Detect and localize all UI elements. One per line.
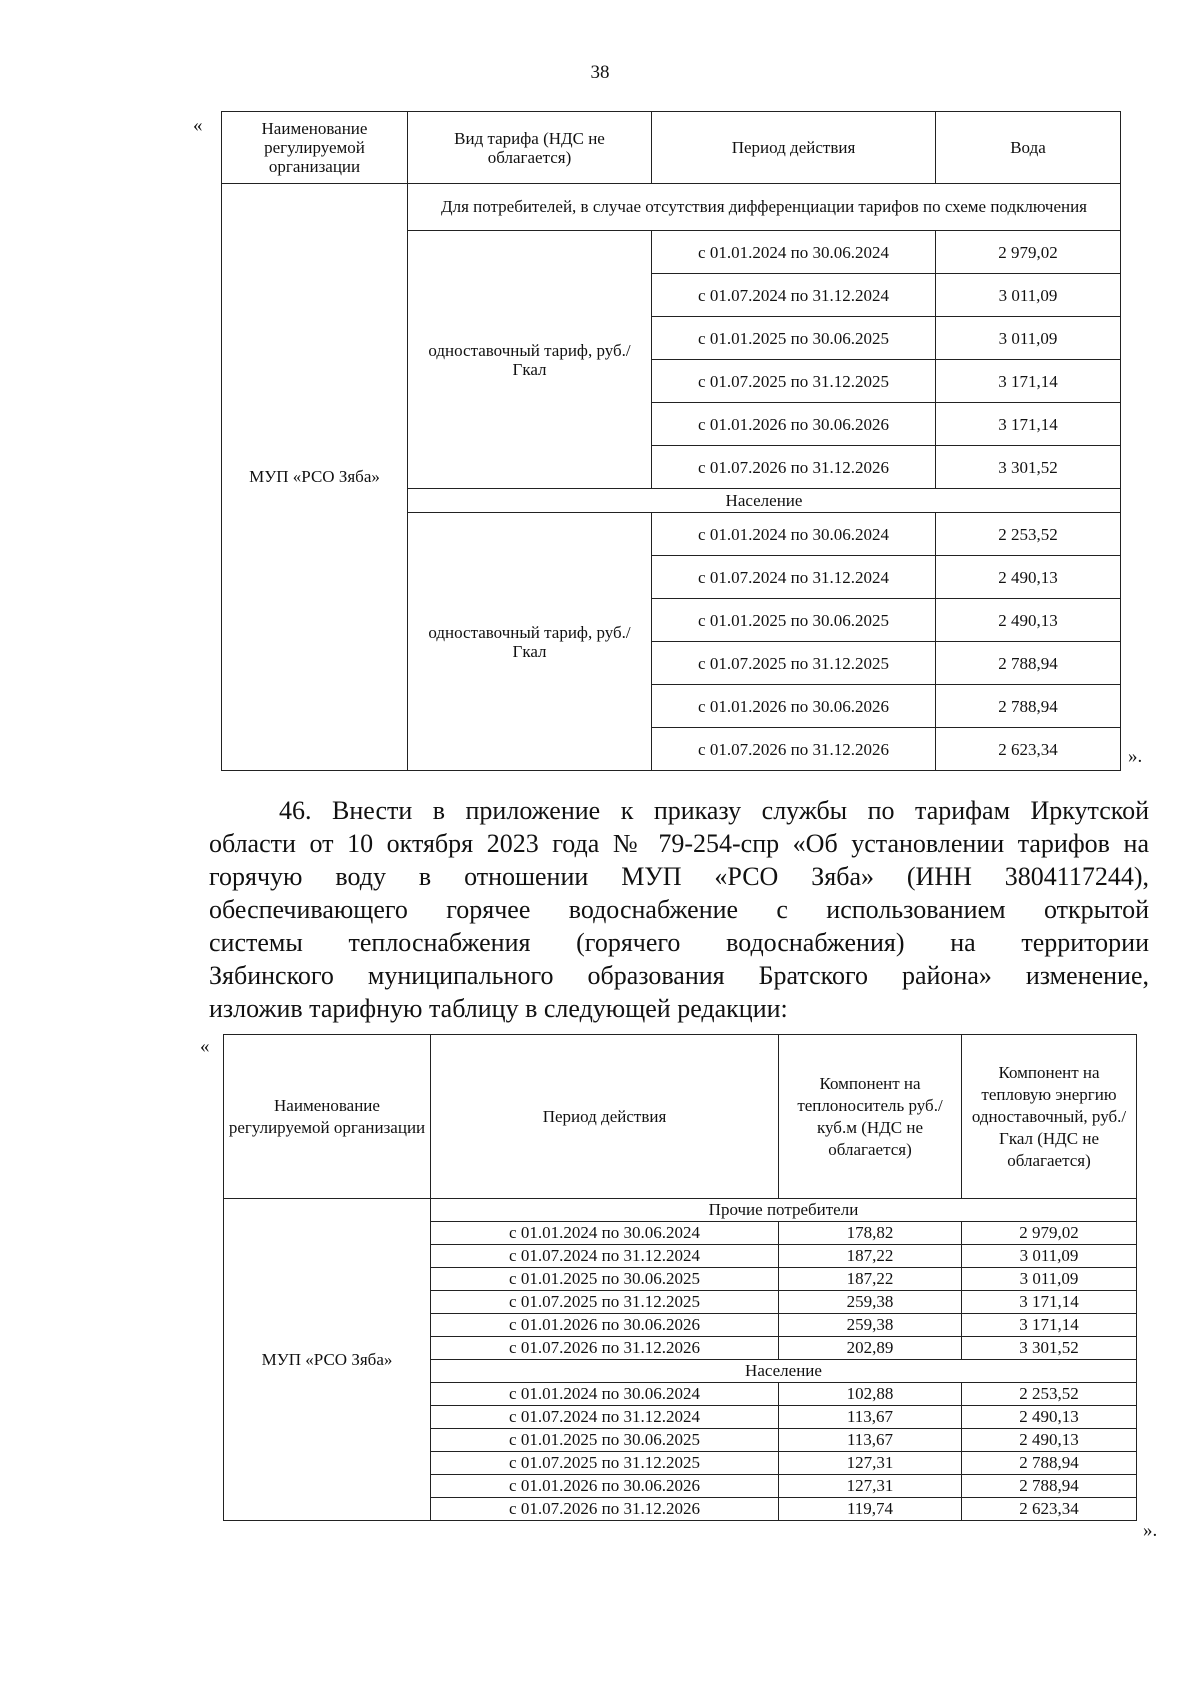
section-title: Население (431, 1360, 1137, 1383)
section-title: Население (408, 489, 1121, 513)
value-cell: 3 011,09 (936, 274, 1121, 317)
paragraph-line: горячую воду в отношении МУП «РСО Зяба» (ИНН 3804117244), (209, 862, 1149, 891)
period-cell: с 01.07.2025 по 31.12.2025 (652, 642, 936, 685)
section-title: Для потребителей, в случае отсутствия дифференциации тарифов по схеме подключения (408, 184, 1121, 231)
opening-quote: « (193, 115, 203, 136)
value-cell: 3 011,09 (936, 317, 1121, 360)
period-cell: с 01.01.2025 по 30.06.2025 (652, 317, 936, 360)
heat-cell: 2 979,02 (962, 1222, 1137, 1245)
period-cell: с 01.01.2026 по 30.06.2026 (652, 403, 936, 446)
period-cell: с 01.07.2024 по 31.12.2024 (652, 274, 936, 317)
period-cell: с 01.07.2025 по 31.12.2025 (652, 360, 936, 403)
heat-cell: 3 171,14 (962, 1314, 1137, 1337)
period-cell: с 01.01.2024 по 30.06.2024 (652, 513, 936, 556)
value-cell: 2 623,34 (936, 728, 1121, 771)
period-cell: с 01.01.2024 по 30.06.2024 (431, 1222, 779, 1245)
coolant-cell: 113,67 (779, 1406, 962, 1429)
period-cell: с 01.07.2024 по 31.12.2024 (652, 556, 936, 599)
value-cell: 3 171,14 (936, 403, 1121, 446)
header-heat-component: Компонент на тепловую энергию одноставочный, руб./Гкал (НДС не облагается) (962, 1035, 1137, 1199)
heat-cell: 3 301,52 (962, 1337, 1137, 1360)
period-cell: с 01.07.2026 по 31.12.2026 (652, 728, 936, 771)
header-period: Период действия (431, 1035, 779, 1199)
paragraph-line: изложив тарифную таблицу в следующей редакции: (209, 994, 788, 1023)
heat-cell: 3 171,14 (962, 1291, 1137, 1314)
header-organization: Наименование регулируемой организации (222, 112, 408, 184)
paragraph-line: Зябинского муниципального образования Братского района» изменение, (209, 961, 1149, 990)
value-cell: 2 788,94 (936, 642, 1121, 685)
tariff-type: одноставочный тариф, руб./Гкал (408, 231, 652, 489)
period-cell: с 01.01.2024 по 30.06.2024 (652, 231, 936, 274)
value-cell: 3 171,14 (936, 360, 1121, 403)
header-organization: Наименование регулируемой организации (224, 1035, 431, 1199)
value-cell: 2 490,13 (936, 599, 1121, 642)
closing-quote: ». (1143, 1520, 1158, 1541)
heat-cell: 2 490,13 (962, 1429, 1137, 1452)
paragraph-line: системы теплоснабжения (горячего водоснабжения) на территории (209, 928, 1149, 957)
period-cell: с 01.01.2026 по 30.06.2026 (431, 1314, 779, 1337)
page-number: 38 (590, 62, 610, 83)
header-coolant-component: Компонент на теплоноситель руб./куб.м (НДС не облагается) (779, 1035, 962, 1199)
value-cell: 2 490,13 (936, 556, 1121, 599)
coolant-cell: 178,82 (779, 1222, 962, 1245)
hot-water-tariff-table (223, 1034, 1137, 1521)
coolant-cell: 187,22 (779, 1268, 962, 1291)
tariff-type: одноставочный тариф, руб./Гкал (408, 513, 652, 771)
period-cell: с 01.01.2025 по 30.06.2025 (652, 599, 936, 642)
section-title: Прочие потребители (431, 1199, 1137, 1222)
header-period: Период действия (652, 112, 936, 184)
period-cell: с 01.01.2026 по 30.06.2026 (652, 685, 936, 728)
value-cell: 2 788,94 (936, 685, 1121, 728)
coolant-cell: 127,31 (779, 1475, 962, 1498)
period-cell: с 01.07.2026 по 31.12.2026 (431, 1498, 779, 1521)
heat-cell: 2 490,13 (962, 1406, 1137, 1429)
coolant-cell: 127,31 (779, 1452, 962, 1475)
coolant-cell: 259,38 (779, 1314, 962, 1337)
period-cell: с 01.07.2025 по 31.12.2025 (431, 1452, 779, 1475)
coolant-cell: 202,89 (779, 1337, 962, 1360)
heat-cell: 3 011,09 (962, 1245, 1137, 1268)
table-header-row (224, 1035, 1137, 1199)
paragraph-line: области от 10 октября 2023 года № 79-254-спр «Об установлении тарифов на (209, 829, 1149, 858)
period-cell: с 01.01.2024 по 30.06.2024 (431, 1383, 779, 1406)
header-water: Вода (936, 112, 1121, 184)
table-header-row (222, 112, 1121, 184)
coolant-cell: 102,88 (779, 1383, 962, 1406)
value-cell: 3 301,52 (936, 446, 1121, 489)
heat-cell: 3 011,09 (962, 1268, 1137, 1291)
heat-cell: 2 788,94 (962, 1452, 1137, 1475)
water-tariff-table (221, 111, 1121, 771)
paragraph-line: обеспечивающего горячее водоснабжение с использованием открытой (209, 895, 1149, 924)
header-tariff-type: Вид тарифа (НДС не облагается) (408, 112, 652, 184)
period-cell: с 01.07.2026 по 31.12.2026 (431, 1337, 779, 1360)
period-cell: с 01.07.2025 по 31.12.2025 (431, 1291, 779, 1314)
coolant-cell: 113,67 (779, 1429, 962, 1452)
coolant-cell: 187,22 (779, 1245, 962, 1268)
heat-cell: 2 788,94 (962, 1475, 1137, 1498)
section-row (224, 1199, 1137, 1222)
amendment-paragraph (209, 794, 1149, 1025)
value-cell: 2 253,52 (936, 513, 1121, 556)
period-cell: с 01.07.2026 по 31.12.2026 (652, 446, 936, 489)
section-row (222, 184, 1121, 231)
period-cell: с 01.07.2024 по 31.12.2024 (431, 1406, 779, 1429)
period-cell: с 01.01.2025 по 30.06.2025 (431, 1268, 779, 1291)
organization-name: МУП «РСО Зяба» (224, 1199, 431, 1521)
opening-quote: « (200, 1036, 210, 1057)
period-cell: с 01.01.2026 по 30.06.2026 (431, 1475, 779, 1498)
coolant-cell: 259,38 (779, 1291, 962, 1314)
coolant-cell: 119,74 (779, 1498, 962, 1521)
period-cell: с 01.07.2024 по 31.12.2024 (431, 1245, 779, 1268)
organization-name: МУП «РСО Зяба» (222, 184, 408, 771)
closing-quote: ». (1128, 746, 1143, 767)
heat-cell: 2 623,34 (962, 1498, 1137, 1521)
value-cell: 2 979,02 (936, 231, 1121, 274)
period-cell: с 01.01.2025 по 30.06.2025 (431, 1429, 779, 1452)
paragraph-line: 46. Внести в приложение к приказу службы по тарифам Иркутской (279, 796, 1149, 825)
heat-cell: 2 253,52 (962, 1383, 1137, 1406)
